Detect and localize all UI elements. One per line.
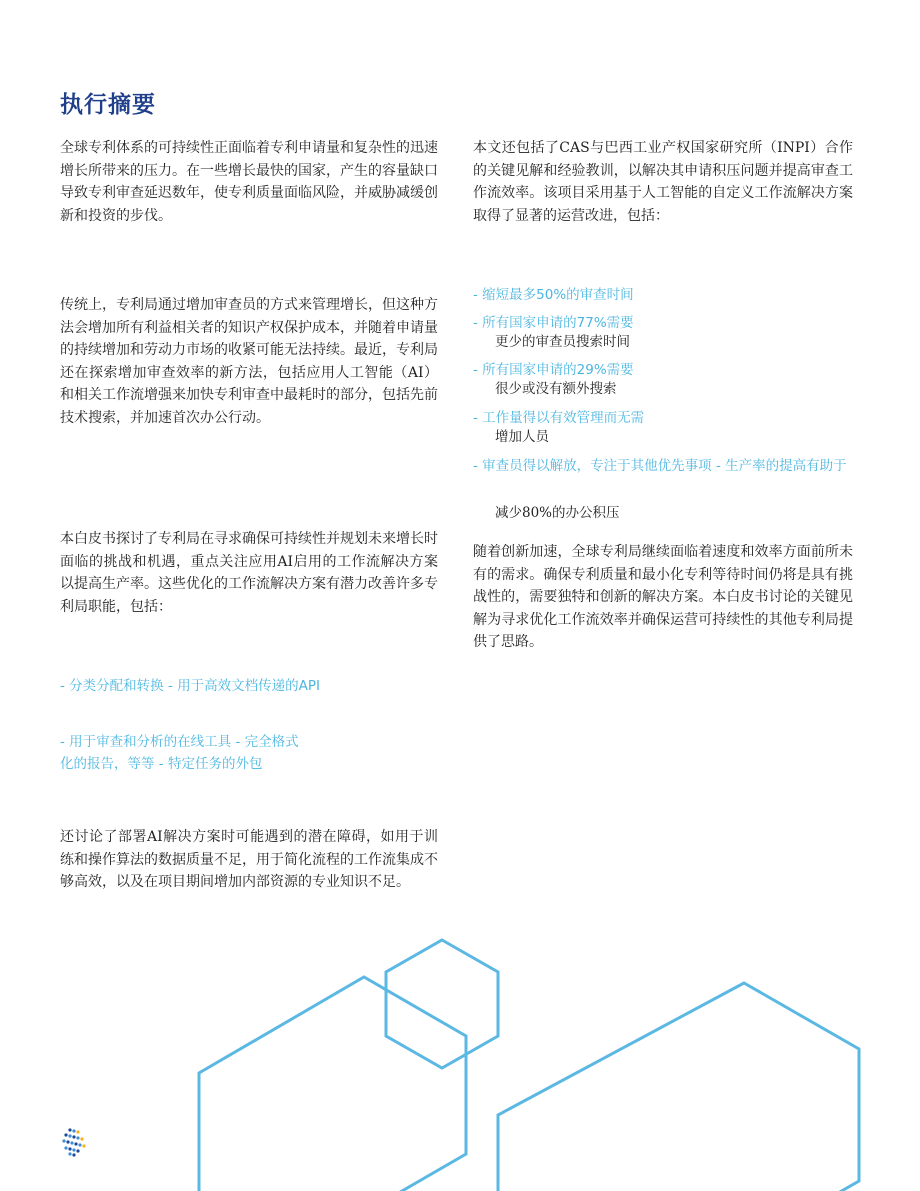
right-bullet-2: - 所有国家申请的77%需要 [473,315,634,331]
page-title: 执行摘要 [60,92,156,118]
right-bullet-2-sub: 更少的审查员搜索时间 [495,334,630,350]
cas-logo-icon [60,1127,88,1157]
right-paragraph-1: 本文还包括了CAS与巴西工业产权国家研究所（INPI）合作的关键见解和经验教训，以解决其申请积压问题并提高审查工作流效率。该项目采用基于人工智能的自定义工作流解决方案取得了显著的运营改进，包括： [473,140,853,224]
right-bullet-3: - 所有国家申请的29%需要 [473,362,634,378]
hexagon-large-right [498,983,859,1191]
right-bullet-3-sub: 很少或没有额外搜索 [495,381,617,397]
left-highlight-1: - 分类分配和转换 - 用于高效文档传递的API [60,678,320,694]
left-paragraph-4: 还讨论了部署AI解决方案时可能遇到的潜在障碍，如用于训练和操作算法的数据质量不足，用于简化流程的工作流集成不够高效，以及在项目期间增加内部资源的专业知识不足。 [60,829,438,891]
left-highlight-2a: - 用于审查和分析的在线工具 - 完全格式 [60,734,299,750]
left-highlight-2b: 化的报告，等等 - 特定任务的外包 [60,756,263,772]
hexagon-large-left [199,977,466,1191]
right-bullet-1: - 缩短最多50%的审查时间 [473,287,634,303]
left-paragraph-2: 传统上，专利局通过增加审查员的方式来管理增长，但这种方法会增加所有利益相关者的知识产权保护成本，并随着申请量的持续增加和劳动力市场的收紧可能无法持续。最近，专利局还在探索增加审查效率的新方法，包括应用人工智能（AI）和相关工作流增强来加快专利审查中最耗时的部分，包括先前技术搜索，并加速首次办公行动。 [60,297,438,426]
right-bullet-4: - 工作量得以有效管理而无需 [473,410,645,426]
right-paragraph-2: 随着创新加速，全球专利局继续面临着速度和效率方面前所未有的需求。确保专利质量和最小化专利等待时间仍将是具有挑战性的，需要独特和创新的解决方案。本白皮书讨论的关键见解为寻求优化工作流效率并确保运营可持续性的其他专利局提供了思路。 [473,544,853,651]
right-bullet-5-sub: 减少80%的办公积压 [495,505,620,521]
left-paragraph-3: 本白皮书探讨了专利局在寻求确保可持续性并规划未来增长时面临的挑战和机遇，重点关注应用AI启用的工作流解决方案以提高生产率。这些优化的工作流解决方案有潜力改善许多专利局职能，包括： [60,531,438,615]
hexagon-small [386,940,498,1068]
left-paragraph-1: 全球专利体系的可持续性正面临着专利申请量和复杂性的迅速增长所带来的压力。在一些增长最快的国家，产生的容量缺口导致专利审查延迟数年，使专利质量面临风险，并威胁减缓创新和投资的步伐。 [60,140,438,224]
right-bullet-4-sub: 增加人员 [495,429,549,445]
right-bullet-5: - 审查员得以解放，专注于其他优先事项 - 生产率的提高有助于 [473,458,847,474]
